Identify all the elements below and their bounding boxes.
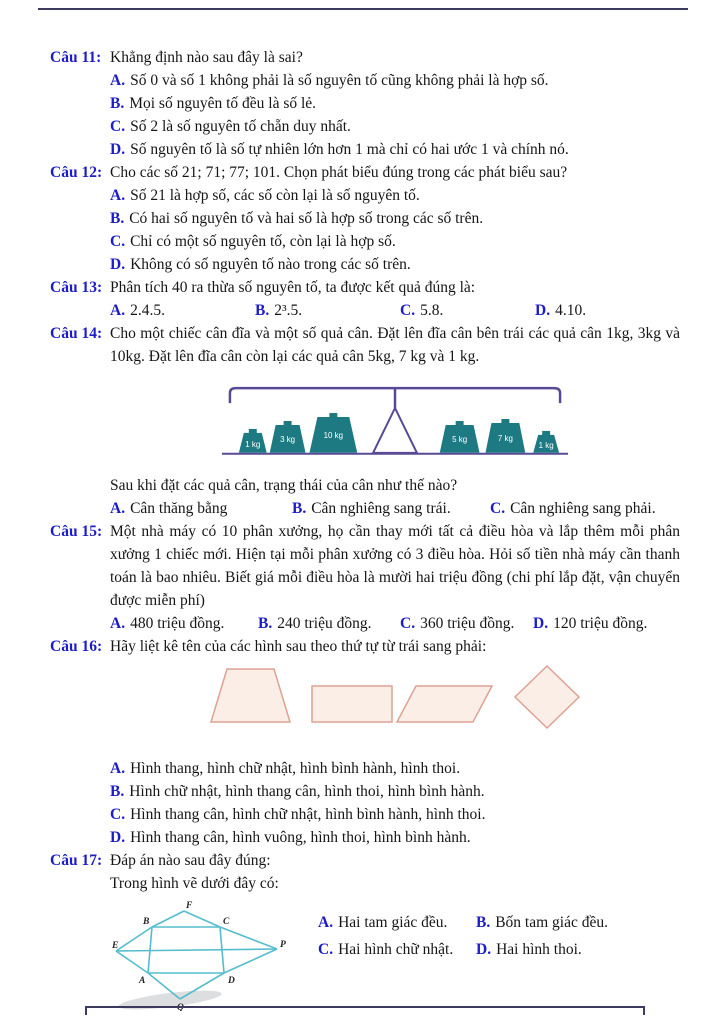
option-letter: D.: [533, 615, 549, 632]
svg-text:1 kg: 1 kg: [538, 440, 554, 450]
option-text: Hình chữ nhật, hình thang cân, hình thoi, hình bình hành.: [129, 783, 485, 800]
option-letter: B.: [292, 500, 307, 517]
option-text: Hình thang cân, hình vuông, hình thoi, hình bình hành.: [130, 829, 471, 846]
page-border-top: [38, 8, 688, 10]
option-letter: C.: [110, 233, 126, 250]
question-11-option-c: [110, 115, 680, 138]
rhombus-shape: [515, 666, 579, 728]
option-text: Số 2 là số nguyên tố chẵn duy nhất.: [130, 118, 351, 135]
option-letter: A.: [110, 500, 126, 517]
question-16-label: Câu 16:: [50, 638, 103, 655]
option-letter: A.: [110, 760, 126, 777]
question-17-text: Đáp án nào sau đây đúng:: [110, 852, 271, 869]
border-tick-left: [85, 1008, 87, 1015]
question-13-label: Câu 13:: [50, 279, 103, 296]
option-text: Cân nghiêng sang phải.: [510, 500, 656, 517]
question-15-label: Câu 15:: [50, 523, 103, 540]
option-letter: A.: [110, 615, 126, 632]
option-text: Hai hình thoi.: [496, 941, 582, 958]
question-14-label: Câu 14:: [50, 325, 103, 342]
option-letter: D.: [110, 829, 126, 846]
option-text: 5.8.: [420, 302, 444, 319]
option-letter: A.: [110, 302, 126, 319]
option-letter: D.: [535, 302, 551, 319]
question-11-option-d: [110, 138, 680, 161]
option-text: Chỉ có một số nguyên tố, còn lại là hợp số.: [130, 233, 396, 250]
rectangle-shape: [312, 686, 392, 722]
svg-text:7 kg: 7 kg: [497, 433, 513, 443]
question-17: [50, 849, 680, 1018]
option-letter: B.: [110, 210, 125, 227]
geometry-figure: [112, 899, 290, 1011]
question-12-option-c: [110, 230, 680, 253]
option-text: 240 triệu đồng.: [277, 615, 372, 632]
option-text: 120 triệu đồng.: [553, 615, 648, 632]
svg-text:5 kg: 5 kg: [452, 434, 468, 444]
question-14: [50, 322, 680, 520]
shapes-figure: [200, 664, 590, 734]
trapezoid-shape: [211, 669, 290, 722]
question-17-text-2: Trong hình vẽ dưới đây có:: [110, 875, 279, 892]
question-11: [50, 46, 680, 161]
option-text: Cân thăng bằng: [130, 500, 228, 517]
option-letter: B.: [476, 914, 491, 931]
question-15-option-a: [110, 612, 258, 635]
option-text: 2³.5.: [274, 302, 303, 319]
option-letter: C.: [490, 500, 506, 517]
option-letter: C.: [400, 302, 416, 319]
question-16-option-c: [110, 803, 680, 826]
option-text: 4.10.: [555, 302, 587, 319]
question-11-text: Khẳng định nào sau đây là sai?: [110, 49, 303, 66]
option-text: Cân nghiêng sang trái.: [311, 500, 451, 517]
question-13-option-b: [255, 299, 400, 322]
question-14-option-a: [110, 497, 292, 520]
point-label-q: Q: [177, 1003, 184, 1011]
question-17-option-c: [318, 938, 476, 961]
question-12-option-b: [110, 207, 680, 230]
question-15-option-b: [258, 612, 400, 635]
question-16-option-b: [110, 780, 680, 803]
svg-text:3 kg: 3 kg: [280, 434, 296, 444]
question-17-body: [110, 899, 680, 1018]
question-16-text: Hãy liệt kê tên của các hình sau theo thứ tự từ trái sang phải:: [110, 638, 487, 655]
question-13-option-c: [400, 299, 535, 322]
option-text: Hình thang, hình chữ nhật, hình bình hành, hình thoi.: [130, 760, 461, 777]
question-14-option-b: [292, 497, 490, 520]
question-14-options: [110, 497, 680, 520]
option-text: Có hai số nguyên tố và hai số là hợp số trong các số trên.: [129, 210, 484, 227]
point-label-f: F: [186, 901, 193, 911]
question-14-option-c: [490, 497, 656, 520]
svg-text:1 kg: 1 kg: [245, 439, 261, 449]
scale-fulcrum: [373, 408, 417, 453]
question-17-option-d: [476, 938, 582, 961]
question-15-option-c: [400, 612, 533, 635]
option-text: 360 triệu đồng.: [420, 615, 515, 632]
point-label-d: D: [228, 976, 235, 986]
question-14-text: Cho một chiếc cân đĩa và một số quả cân. Đặt lên đĩa cân bên trái các quả cân 1kg, 3kg và 10kg. Đặt lên đĩa cân còn lại các quả cân 5kg, 7 kg và 1 kg.: [110, 325, 680, 365]
point-label-e: E: [112, 941, 119, 951]
option-letter: A.: [318, 914, 334, 931]
question-17-option-a: [318, 911, 476, 934]
question-12-label: Câu 12:: [50, 164, 103, 181]
question-13-text: Phân tích 40 ra thừa số nguyên tố, ta được kết quả đúng là:: [110, 279, 476, 296]
svg-text:10 kg: 10 kg: [323, 430, 344, 440]
shapes-figure-wrap: [110, 664, 680, 741]
question-11-option-a: [110, 69, 680, 92]
option-letter: B.: [110, 783, 125, 800]
question-17-option-b: [476, 911, 608, 934]
document-content: [50, 46, 680, 1018]
option-text: Hai hình chữ nhật.: [338, 941, 454, 958]
question-14-text-2: Sau khi đặt các quả cân, trạng thái của cân như thế nào?: [110, 477, 458, 494]
question-13-option-a: [110, 299, 255, 322]
weight-5kg-right: [440, 421, 480, 453]
question-15-text: Một nhà máy có 10 phân xưởng, họ cần thay mới tất cả điều hòa và lắp thêm mỗi phân xưởng 1 chiếc mới. Hiện tại mỗi phân xưởng có 3 điều hòa. Hỏi số tiền nhà máy cần thanh toán là bao nhiêu. Biết giá mỗi điều hòa là mười hai triệu đồng (chi phí lắp đặt, vận chuyển được miễn phí): [110, 523, 680, 609]
parallelogram-shape: [397, 686, 492, 722]
geometry-figure-wrap: [112, 899, 292, 1018]
question-16-option-a: [110, 757, 680, 780]
option-letter: C.: [110, 118, 126, 135]
point-label-a: A: [139, 976, 146, 986]
weight-10kg-left: [309, 413, 357, 453]
option-text: 480 triệu đồng.: [130, 615, 225, 632]
question-15: [50, 520, 680, 635]
question-15-options: [110, 612, 680, 635]
balance-scale-figure: [216, 375, 574, 463]
question-12-option-d: [110, 253, 680, 276]
question-15-option-d: [533, 612, 647, 635]
option-letter: C.: [400, 615, 416, 632]
option-letter: D.: [476, 941, 492, 958]
question-17-options-row-1: [318, 911, 608, 934]
option-text: Hình thang cân, hình chữ nhật, hình bình hành, hình thoi.: [130, 806, 486, 823]
question-13-options: [110, 299, 680, 322]
question-12-option-a: [110, 184, 680, 207]
option-text: Số 21 là hợp số, các số còn lại là số nguyên tố.: [130, 187, 420, 204]
option-letter: A.: [110, 72, 126, 89]
balance-scale-figure-wrap: [110, 375, 680, 470]
point-label-c: C: [223, 917, 230, 927]
option-letter: D.: [110, 141, 126, 158]
option-letter: B.: [255, 302, 270, 319]
option-text: Không có số nguyên tố nào trong các số trên.: [130, 256, 411, 273]
weight-7kg-right: [485, 419, 525, 453]
option-text: Số nguyên tố là số tự nhiên lớn hơn 1 mà chỉ có hai ước 1 và chính nó.: [130, 141, 569, 158]
question-11-option-b: [110, 92, 680, 115]
question-12-text: Cho các số 21; 71; 77; 101. Chọn phát biểu đúng trong các phát biểu sau?: [110, 164, 568, 181]
option-letter: B.: [110, 95, 125, 112]
option-text: Hai tam giác đều.: [338, 914, 448, 931]
weight-3kg-left: [270, 421, 306, 453]
question-11-label: Câu 11:: [50, 49, 102, 66]
option-letter: D.: [110, 256, 126, 273]
question-12: [50, 161, 680, 276]
option-text: Bốn tam giác đều.: [495, 914, 608, 931]
weight-1kg-left: [239, 429, 267, 453]
weight-1kg-right: [533, 431, 559, 453]
point-label-b: B: [143, 917, 150, 927]
page-border-bottom: [85, 1006, 645, 1008]
option-letter: B.: [258, 615, 273, 632]
border-tick-right: [643, 1008, 645, 1015]
question-17-label: Câu 17:: [50, 852, 103, 869]
point-label-p: P: [280, 940, 286, 950]
option-letter: A.: [110, 187, 126, 204]
question-17-options-row-2: [318, 938, 608, 961]
option-letter: C.: [318, 941, 334, 958]
question-13-option-d: [535, 299, 586, 322]
question-16: [50, 635, 680, 849]
option-text: Số 0 và số 1 không phải là số nguyên tố cũng không phải là hợp số.: [130, 72, 549, 89]
question-17-options: [318, 911, 608, 965]
option-text: Mọi số nguyên tố đều là số lẻ.: [129, 95, 317, 112]
question-13: [50, 276, 680, 322]
question-16-option-d: [110, 826, 680, 849]
option-letter: C.: [110, 806, 126, 823]
option-text: 2.4.5.: [130, 302, 165, 319]
